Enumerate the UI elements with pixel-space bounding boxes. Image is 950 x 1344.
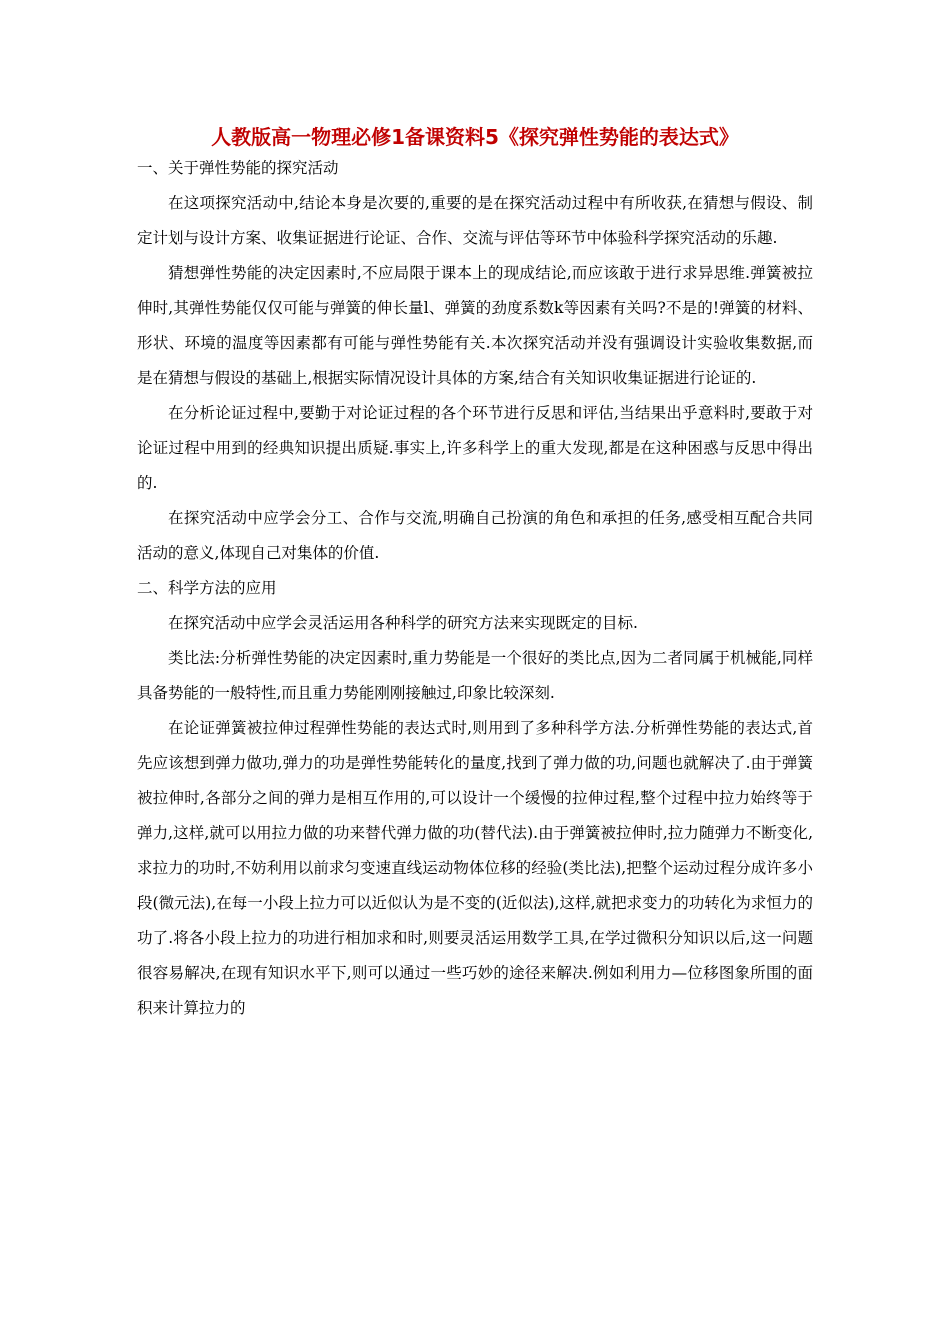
paragraph: 在探究活动中应学会灵活运用各种科学的研究方法来实现既定的目标. — [168, 614, 638, 632]
paragraph: 类比法:分析弹性势能的决定因素时,重力势能是一个很好的类比点,因为二者同属于机械能,同样具备势能的一般特性,而且重力势能刚刚接触过,印象比较深刻. — [137, 649, 813, 702]
document-body — [137, 151, 813, 1026]
paragraph: 在分析论证过程中,要勤于对论证过程的各个环节进行反思和评估,当结果出乎意料时,要敢于对论证过程中用到的经典知识提出质疑.事实上,许多科学上的重大发现,都是在这种困惑与反思中得出的. — [137, 404, 813, 492]
section-heading-2: 二、科学方法的应用 — [137, 579, 277, 597]
document-title: 人教版高一物理必修1备课资料5《探究弹性势能的表达式》 — [211, 125, 739, 149]
paragraph: 猜想弹性势能的决定因素时,不应局限于课本上的现成结论,而应该敢于进行求异思维.弹簧被拉伸时,其弹性势能仅仅可能与弹簧的伸长量l、弹簧的劲度系数k等因素有关吗?不是的!弹簧的材料、形状、环境的温度等因素都有可能与弹性势能有关.本次探究活动并没有强调设计实验收集数据,而是在猜想与假设的基础上,根据实际情况设计具体的方案,结合有关知识收集证据进行论证的. — [137, 264, 813, 387]
paragraph: 在探究活动中应学会分工、合作与交流,明确自己扮演的角色和承担的任务,感受相互配合共同活动的意义,体现自己对集体的价值. — [137, 509, 813, 562]
paragraph: 在这项探究活动中,结论本身是次要的,重要的是在探究活动过程中有所收获,在猜想与假设、制定计划与设计方案、收集证据进行论证、合作、交流与评估等环节中体验科学探究活动的乐趣. — [137, 194, 813, 247]
paragraph: 在论证弹簧被拉伸过程弹性势能的表达式时,则用到了多种科学方法.分析弹性势能的表达式,首先应该想到弹力做功,弹力的功是弹性势能转化的量度,找到了弹力做的功,问题也就解决了.由于弹簧被拉伸时,各部分之间的弹力是相互作用的,可以设计一个缓慢的拉伸过程,整个过程中拉力始终等于弹力,这样,就可以用拉力做的功来替代弹力做的功(替代法).由于弹簧被拉伸时,拉力随弹力不断变化,求拉力的功时,不妨利用以前求匀变速直线运动物体位移的经验(类比法),把整个运动过程分成许多小段(微元法),在每一小段上拉力可以近似认为是不变的(近似法),这样,就把求变力的功转化为求恒力的功了.将各小段上拉力的功进行相加求和时,则要灵活运用数学工具,在学过微积分知识以后,这一问题很容易解决,在现有知识水平下,则可以通过一些巧妙的途径来解决.例如利用力—位移图象所围的面积来计算拉力的 — [137, 719, 813, 1017]
section-heading-1: 一、关于弹性势能的探究活动 — [137, 159, 339, 177]
